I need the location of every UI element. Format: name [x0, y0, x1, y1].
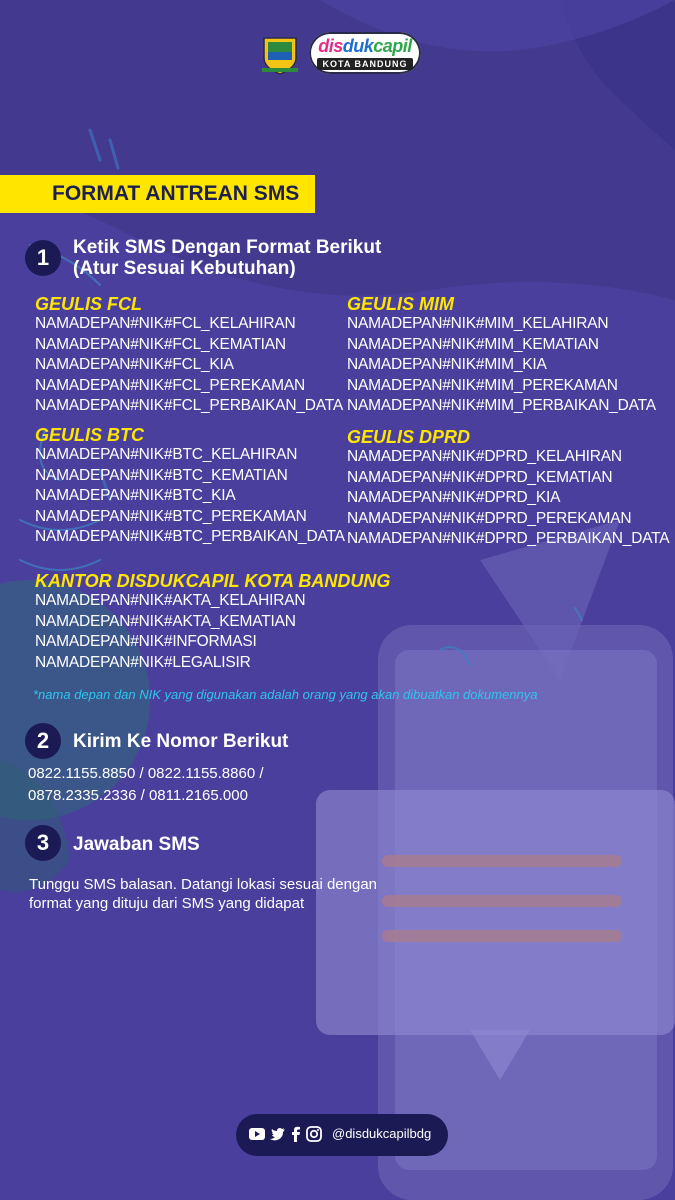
list-item: NAMADEPAN#NIK#FCL_KIA	[35, 356, 234, 373]
list-item: NAMADEPAN#NIK#BTC_PERBAIKAN_DATA	[35, 528, 345, 545]
format-banner: FORMAT ANTREAN SMS	[0, 175, 315, 213]
group-fcl-title: GEULIS FCL	[35, 294, 142, 314]
list-item: NAMADEPAN#NIK#LEGALISIR	[35, 653, 251, 671]
group-mim	[347, 294, 656, 417]
list-item: NAMADEPAN#NIK#BTC_KELAHIRAN	[35, 446, 298, 463]
list-item: NAMADEPAN#NIK#BTC_KEMATIAN	[35, 466, 288, 484]
group-btc-title: GEULIS BTC	[35, 425, 145, 445]
list-item: NAMADEPAN#NIK#FCL_KEMATIAN	[35, 335, 286, 353]
list-item: NAMADEPAN#NIK#BTC_KIA	[35, 487, 236, 504]
group-mim-title: GEULIS MIM	[347, 294, 454, 314]
logo-brand-part3: capil	[373, 36, 412, 56]
youtube-icon[interactable]	[248, 1125, 266, 1143]
list-item: NAMADEPAN#NIK#MIM_KEMATIAN	[347, 335, 599, 353]
step-2-title: Kirim Ke Nomor Berikut	[73, 731, 289, 752]
step-2-number: 2	[25, 723, 61, 759]
facebook-icon[interactable]	[290, 1125, 302, 1143]
social-handle[interactable]: @disdukcapilbdg	[332, 1126, 432, 1141]
phone-numbers-line1: 0822.1155.8850 / 0822.1155.8860 /	[28, 765, 264, 782]
step-3-body	[29, 875, 377, 913]
group-kantor	[35, 571, 390, 673]
list-item: NAMADEPAN#NIK#FCL_KELAHIRAN	[35, 315, 296, 332]
step-3-body-line2: format yang dituju dari SMS yang didapat	[29, 895, 305, 912]
step-3-body-line1: Tunggu SMS balasan. Datangi lokasi sesuai dengan	[29, 876, 378, 893]
list-item: NAMADEPAN#NIK#MIM_KIA	[347, 356, 547, 373]
instagram-icon[interactable]	[305, 1125, 323, 1143]
disdukcapil-logo	[309, 32, 421, 74]
logo-brand-text	[309, 36, 421, 57]
list-item: NAMADEPAN#NIK#MIM_PERBAIKAN_DATA	[347, 397, 656, 414]
phone-numbers	[28, 763, 264, 807]
bandung-emblem-logo	[258, 32, 302, 76]
step-1-title	[73, 237, 381, 279]
logo-subtitle: KOTA BANDUNG	[317, 58, 413, 70]
list-item: NAMADEPAN#NIK#INFORMASI	[35, 633, 257, 650]
logo-brand-part2: duk	[342, 36, 374, 56]
list-item: NAMADEPAN#NIK#FCL_PERBAIKAN_DATA	[35, 397, 343, 414]
logo-brand-part1: dis	[318, 36, 343, 56]
group-fcl	[35, 294, 343, 417]
group-btc	[35, 425, 345, 548]
step-3-title: Jawaban SMS	[73, 834, 200, 855]
group-dprd-title: GEULIS DPRD	[347, 427, 471, 447]
list-item: NAMADEPAN#NIK#DPRD_PEREKAMAN	[347, 509, 632, 527]
list-item: NAMADEPAN#NIK#MIM_PEREKAMAN	[347, 376, 618, 394]
list-item: NAMADEPAN#NIK#DPRD_KIA	[347, 489, 561, 506]
list-item: NAMADEPAN#NIK#AKTA_KEMATIAN	[35, 612, 296, 630]
list-item: NAMADEPAN#NIK#DPRD_KEMATIAN	[347, 468, 613, 486]
twitter-icon[interactable]	[269, 1125, 287, 1143]
footnote: *nama depan dan NIK yang digunakan adalah orang yang akan dibuatkan dokumennya	[33, 687, 538, 702]
phone-numbers-line2: 0878.2335.2336 / 0811.2165.000	[28, 787, 248, 804]
social-media-bar	[236, 1114, 448, 1156]
list-item: NAMADEPAN#NIK#AKTA_KELAHIRAN	[35, 592, 306, 609]
list-item: NAMADEPAN#NIK#FCL_PEREKAMAN	[35, 376, 305, 394]
group-kantor-title: KANTOR DISDUKCAPIL KOTA BANDUNG	[35, 571, 391, 591]
step-1-title-line1: Ketik SMS Dengan Format Berikut	[73, 237, 382, 258]
list-item: NAMADEPAN#NIK#BTC_PEREKAMAN	[35, 507, 307, 525]
list-item: NAMADEPAN#NIK#MIM_KELAHIRAN	[347, 315, 609, 332]
step-3-number: 3	[25, 825, 61, 861]
group-dprd	[347, 427, 669, 550]
list-item: NAMADEPAN#NIK#DPRD_KELAHIRAN	[347, 448, 622, 465]
step-1-title-line2: (Atur Sesuai Kebutuhan)	[73, 258, 296, 279]
list-item: NAMADEPAN#NIK#DPRD_PERBAIKAN_DATA	[347, 530, 670, 547]
step-1-number: 1	[25, 240, 61, 276]
